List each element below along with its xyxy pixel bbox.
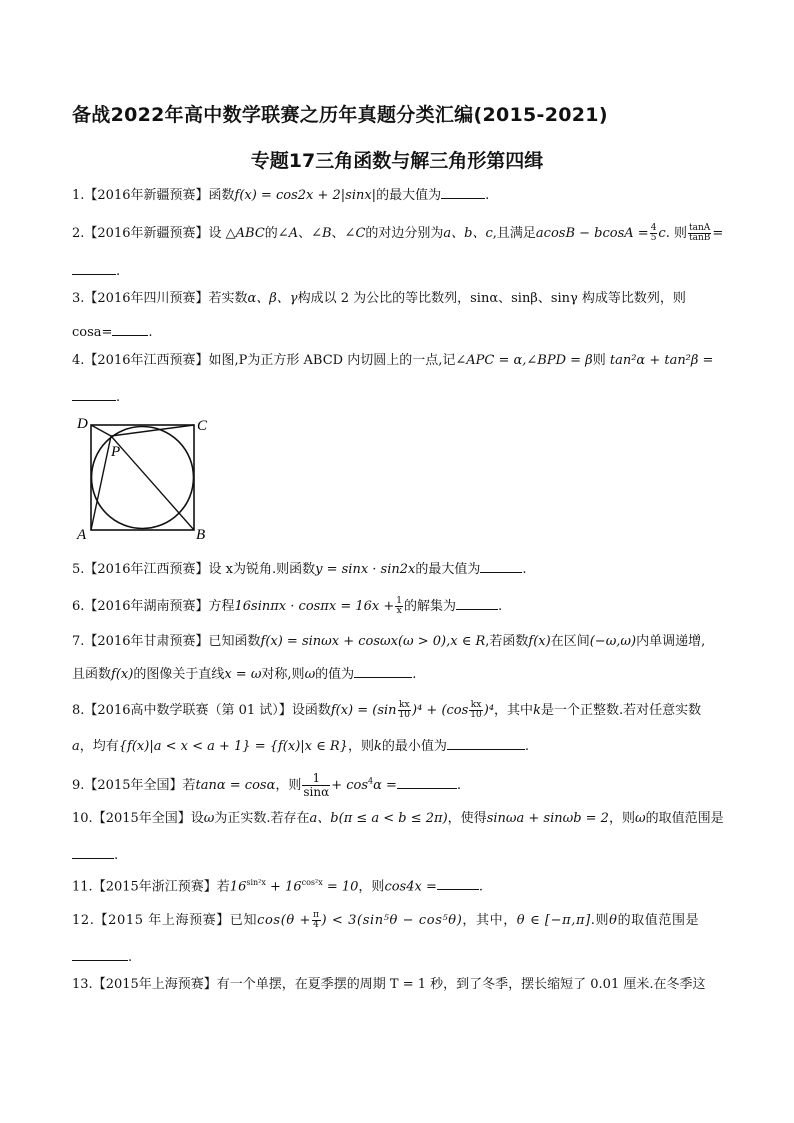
answer-blank [441, 186, 485, 199]
formula: f(x) = (sin [330, 703, 397, 718]
answer-blank [354, 665, 412, 678]
formula: 16sinπx · cosπx = 16x + [234, 599, 395, 614]
answer-blank [112, 323, 148, 336]
fraction: $\frac{1}{\sin\alpha}$ [303, 771, 330, 799]
question-source: 【2015 年上海预赛】 [94, 913, 230, 928]
question-10-cont: . [72, 846, 724, 864]
question-source: 【2016年甘肃预赛】 [84, 634, 209, 649]
fraction: $\frac{\pi}{4}$ [313, 910, 320, 930]
inscribed-circle [92, 427, 194, 529]
formula: y = sinx · sin2x [315, 562, 416, 577]
answer-blank [72, 948, 128, 961]
document-title: 备战2022年高中数学联赛之历年真题分类汇编(2015-2021) [72, 104, 608, 126]
question-source: 【2016年四川预赛】 [84, 291, 209, 306]
question-number: 11. [72, 879, 93, 895]
question-number: 5. [72, 562, 85, 577]
question-4: 4.【2016年江西预赛】如图,P为正方形 ABCD 内切圆上的一点,记∠APC = α,∠BPD = β则 tan²α + tan²β = [72, 353, 714, 368]
fraction: $\frac{kx}{10}$ [470, 700, 482, 720]
question-number: 6. [72, 599, 85, 614]
label-p: P [111, 444, 121, 460]
fraction: $\frac{kx}{10}$ [398, 700, 410, 720]
formula: acosB − bcosA = [535, 226, 649, 241]
question-13: 13.【2015年上海预赛】有一个单摆，在夏季摆的周期 T = 1 秒，到了冬季，摆长缩短了 0.01 厘米.在冬季这 [72, 977, 706, 992]
formula: f(x) = sinωx + cosωx(ω > 0),x ∈ R [260, 634, 486, 649]
formula: cos(θ + [257, 913, 312, 928]
question-8: 8.【2016高中数学联赛（第 01 试）】设函数f(x) = (sin $\frac{kx}{10}$ )⁴ + (cos $\frac{kx}{10}$ )⁴，其中k是一个正整数.若对任意实数 [72, 700, 702, 720]
question-source: 【2015年浙江预赛】 [92, 879, 217, 895]
formula: tanα = cosα [195, 778, 276, 793]
question-number: 7. [72, 634, 85, 649]
label-b: B [196, 527, 206, 542]
question-4-cont: . [72, 388, 724, 406]
label-c: C [197, 418, 208, 434]
question-12: 12.【2015 年上海预赛】已知cos(θ + $\frac{\pi}{4}$ ) < 3(sin⁵θ − cos⁵θ)，其中，θ ∈ [−π,π].则θ的取值范围是 [72, 910, 700, 930]
question-number: 8. [72, 703, 85, 718]
question-source: 【2015年全国】 [84, 778, 183, 793]
answer-blank [437, 877, 479, 890]
question-number: 1. [72, 188, 85, 203]
question-number: 12. [72, 913, 95, 928]
question-source: 【2016高中数学联赛（第 01 试）】 [84, 703, 292, 718]
question-6: 6.【2016年湖南预赛】方程16sinπx · cosπx = 16x + $\frac{1}{x}$ 的解集为 . [72, 596, 503, 616]
question-source: 【2015年全国】 [92, 811, 191, 826]
answer-blank [72, 262, 116, 275]
question-2-cont: . [72, 262, 724, 280]
answer-blank [456, 597, 498, 610]
question-5: 5.【2016年江西预赛】设 x为锐角.则函数y = sinx · sin2x的最大值为 . [72, 562, 527, 577]
document-subtitle: 专题17三角函数与解三角形第四缉 [250, 150, 544, 172]
segment-pd [91, 425, 111, 436]
label-a: A [77, 527, 87, 542]
formula: f(x) = cos2x + 2|sinx| [234, 188, 377, 203]
question-source: 【2016年江西预赛】 [84, 562, 209, 577]
answer-blank [480, 560, 522, 573]
label-d: D [77, 416, 88, 432]
question-number: 13. [72, 977, 93, 992]
question-number: 9. [72, 778, 85, 793]
fraction: $\frac{4}{5}$ [650, 223, 657, 243]
question-source: 【2016年湖南预赛】 [84, 599, 209, 614]
segment-pb [111, 436, 194, 530]
answer-blank [72, 846, 114, 859]
answer-blank [447, 737, 525, 750]
question-2: 2.【2016年新疆预赛】设 △ABC的∠A、∠B、∠C的对边分别为a、b、c,且满足acosB − bcosA = $\frac{4}{5}$ c. 则 $\frac{\tan A}{\tan B}$ = [72, 223, 724, 243]
question-7-cont: 且函数f(x)的图像关于直线x = ω对称,则ω的值为 . [72, 667, 417, 682]
fraction: $\frac{\tan A}{\tan B}$ [688, 223, 711, 243]
answer-blank [72, 388, 116, 401]
question-number: 10. [72, 811, 93, 826]
question-11: 11.【2015年浙江预赛】若$16^{sin^2x} + 16^{cos^2x} = 10$，则cos4x = . [72, 878, 483, 895]
answer-blank [397, 776, 457, 789]
question-3: 3.【2016年四川预赛】若实数α、β、γ构成以 2 为公比的等比数列，sinα、sinβ、sinγ 构成等比数列，则 [72, 291, 686, 306]
square-circle-figure [74, 412, 214, 542]
question-source: 【2016年新疆预赛】 [84, 188, 209, 203]
question-7: 7.【2016年甘肃预赛】已知函数f(x) = sinωx + cosωx(ω > 0),x ∈ R,若函数f(x)在区间(−ω,ω)内单调递增, [72, 634, 706, 649]
question-number: 2. [72, 226, 85, 241]
question-source: 【2016年江西预赛】 [84, 353, 209, 368]
question-3-cont: cosa= . [72, 325, 153, 340]
question-source: 【2015年上海预赛】 [92, 977, 217, 992]
question-number: 4. [72, 353, 85, 368]
fraction: $\frac{1}{x}$ [396, 596, 402, 616]
question-1: 1.【2016年新疆预赛】函数f(x) = cos2x + 2|sinx|的最大值为 . [72, 188, 490, 203]
question-8-cont: a，均有{f(x)|a < x < a + 1} = {f(x)|x ∈ R}，则k的最小值为 . [72, 739, 530, 754]
question-source: 【2016年新疆预赛】 [84, 226, 209, 241]
question-10: 10.【2015年全国】设ω为正实数.若存在a、b(π ≤ a < b ≤ 2π)，使得sinωa + sinωb = 2，则ω的取值范围是 [72, 811, 724, 826]
question-9: 9.【2015年全国】若tanα = cosα，则 $\frac{1}{\sin\alpha}$ + $\cos^4\alpha$ = . [72, 771, 462, 799]
question-number: 3. [72, 291, 85, 306]
question-12-cont: . [72, 948, 724, 966]
formula: tan²α + tan²β = [609, 353, 714, 368]
formula: sinωa + sinωb = 2 [486, 811, 609, 826]
